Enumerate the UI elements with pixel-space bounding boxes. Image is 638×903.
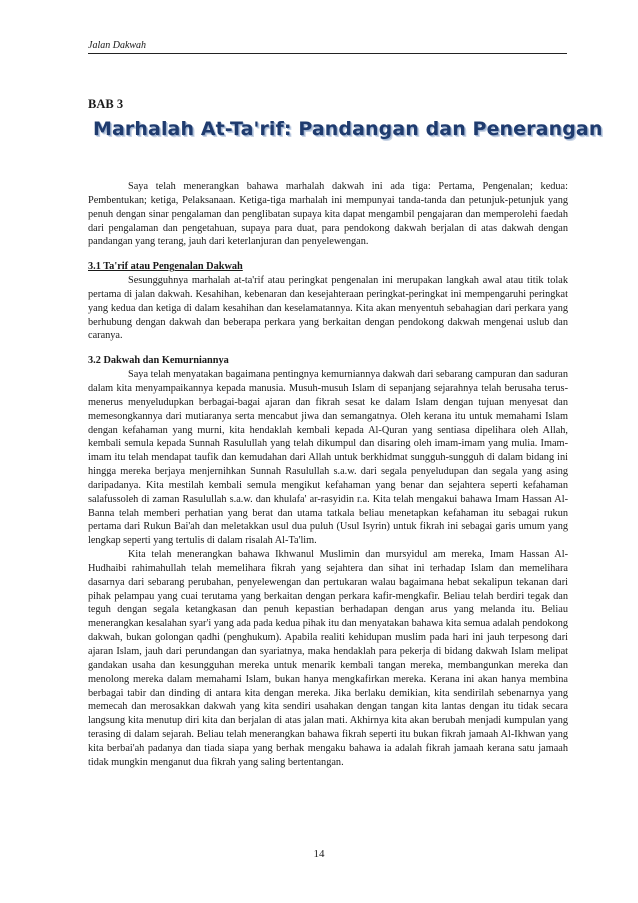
page-number: 14: [313, 848, 325, 860]
chapter-label: BAB 3: [88, 97, 124, 111]
intro-paragraph: Saya telah menerangkan bahawa marhalah dakwah ini ada tiga: Pertama, Pengenalan; kedua: Pembentukan; ketiga, Pelaksanaan. Ketiga-tiga marhalah ini mempunyai tanda-tanda dan petunjuk-petunjuk yang penuh dengan sinar pengalaman dan penglibatan supaya kita dapat mengambil pengajaran dan memperolehi faedah dari pengalaman dan pengetahuan, supaya para duat, para pendokong dakwah berjalan di atas dakwah dengan pandangan yang terang, jauh dari keterlanjuran dan penyelewengan.: [88, 181, 568, 248]
section-3-2-paragraph-2: Kita telah menerangkan bahawa Ikhwanul Muslimin dan mursyidul am mereka, Imam Hassan Al-Hudhaibi rahimahullah telah memelihara fikrah yang sejahtera dan sihat ini terhadap Islam dan memelihara dasarnya dari sebarang perubahan, penyelewengan dan pertukaran walau bagaimana hebat sekalipun tekanan dari pihak pelampau yang cuai terutama yang berkaitan dengan perkara kafir-mengkafir. Beliau telah berdiri tegak dan teguh dengan segala ketangkasan dan penuh kepastian berhadapan dengan arus yang melanda itu. Beliau menerangkan kesalahan syar'i yang ada pada kedua pihak itu dan menyatakan bahawa kita semua adalah pendokong dakwah, bukan golongan qadhi (penghukum). Apabila realiti kehidupan muslim pada hari ini jauh terpesong dari ajaran Islam, jauh dari perundangan dan syariatnya, maka hendaklah para pekerja di bidang dakwah Islam melipat gandakan usaha dan kesungguhan mereka untuk menarik kembali tangan mereka, membangunkan mereka dan menolong mereka dalam memahami Islam, bukan hanya mengkafirkan mereka. Kerana ini akan hanya membina berbagai tabir dan dinding di antara kita dengan mereka. Jika berlaku demikian, kita sendirilah sebenarnya yang memecah dan merosakkan dakwah yang kita sendiri usahakan dengan tangan kita lantas dengan itu tidak secara langsung kita menutup diri kita dan berjalan di atas jalan mati. Akhirnya kita akan berubah menjadi kumpulan yang terasing di dalam sejarah. Beliau telah menerangkan bahawa fikrah seperti itu bukan fikrah jamaah Al-Ikhwan yang kita berbai'ah padanya dan tiada siapa yang berhak mengaku bahawa ia adalah fikrah jamaah kerana satu jamaah tidak mungkin menganut dua fikrah yang saling bertentangan.: [88, 549, 568, 768]
section-3-2-paragraph-1: Saya telah menyatakan bagaimana pentingnya kemurniannya dakwah dari sebarang campuran dan saduran dalam kita menyampaikannya kepada manusia. Musuh-musuh Islam di sepanjang sejarahnya telah berusaha terus-menerus menyeludupkan berbagai-bagai ajaran dan fikrah sesat ke dalam Islam dengan tujuan menyesat dan memesongkannya dari mutiaranya serta mencabut jiwa dan semangatnya. Oleh kerana itu untuk memahami Islam dengan kefahaman yang murni, kita hendaklah kembali kepada Al-Quran yang sentiasa dipelihara oleh Allah, kembali semula kepada Sunnah Rasulullah yang telah dikumpul dan disaring oleh imam-imam yang mulia. Imam-imam itu telah mendapat taufik dan kemudahan dari Allah untuk berkhidmat sungguh-sungguh di dalam bidang ini hingga mereka berjaya menjernihkan Sunnah Rasulullah s.a.w. dari segala penyeludupan dan segala yang asing daripadanya. Kita mestilah kembali semula mengikut kefahaman yang benar dan sejahtera seperti kefahaman salafussoleh di zaman Rasulullah s.a.w. dan khulafa' ar-rasyidin r.a. Kita telah mengakui bahawa Imam Hassan Al-Banna telah memberi perhatian yang berat dan utama tatkala beliau menetapkan kefahaman itu sebagai rukun pertama dari Rukun Bai'ah dan meletakkan usul dua puluh (Usul Isyrin) untuk fikrah ini sebagai garis umum yang lengkap seperti yang tertulis di dalam risalah Al-Ta'lim.: [88, 369, 568, 547]
section-heading-3-2: 3.2 Dakwah dan Kemurniannya: [88, 355, 229, 367]
section-3-1-paragraph: Sesungguhnya marhalah at-ta'rif atau peringkat pengenalan ini merupakan langkah awal atau titik tolak pertama di jalan dakwah. Kesahihan, kebenaran dan kesejahteraan peringkat-peringkat ini mempengaruhi peringkat yang kedua dan ketiga di dalam kesahihan dan keselamatannya. Kita akan menyentuh sebahagian dari perkara yang berhubung dengan dakwah dan beberapa perkara yang berkaitan dengan pendokong dakwah mengenai uslub dan caranya.: [88, 275, 568, 342]
running-head: Jalan Dakwah: [88, 40, 567, 54]
body-text: [88, 180, 568, 770]
chapter-title: Marhalah At-Ta'rif: Pandangan dan Penerangan: [93, 118, 603, 140]
section-heading-3-1: 3.1 Ta'rif atau Pengenalan Dakwah: [88, 261, 243, 273]
